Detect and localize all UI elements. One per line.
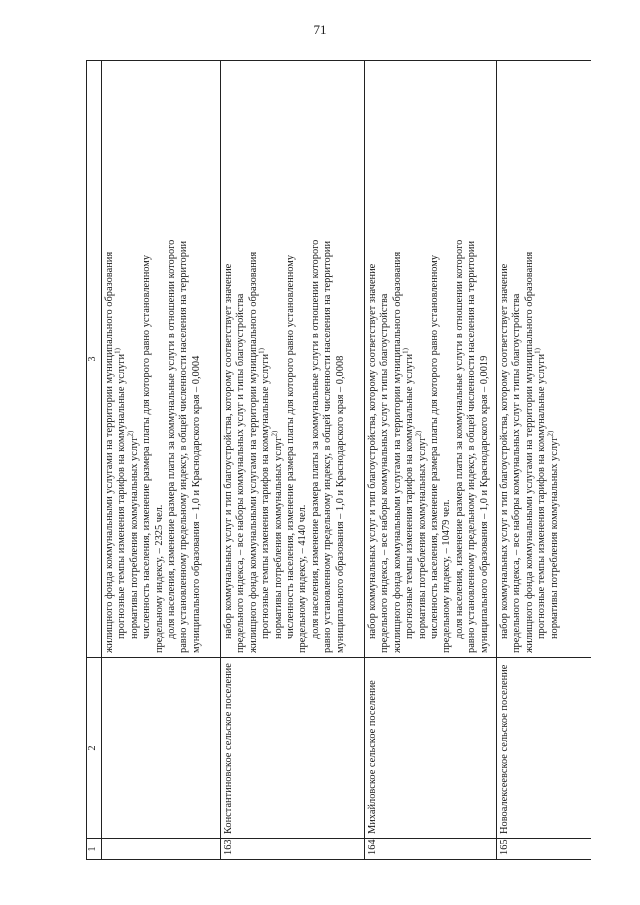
row-content: [102, 61, 221, 658]
content-line-text: нормативы потребления коммунальных услуг: [416, 436, 428, 639]
content-line-text: равно установленному предельному индексу, в общей численности населения на территории: [466, 240, 478, 653]
table-row: [221, 61, 365, 860]
settlement-name: Михайловское сельское поселение: [365, 658, 497, 839]
content-line-text: предельному индексу, – 4140 чел.: [297, 504, 309, 653]
content-line-text: численность населения, изменение размера платы для которого равно установленному: [141, 254, 153, 639]
content-line: [154, 65, 166, 653]
content-line-text: прогнозные темпы изменения тарифов на коммунальные услуги: [404, 353, 416, 639]
header-row: [87, 61, 102, 860]
data-table: [86, 60, 591, 860]
header-col-2: 2: [87, 658, 102, 839]
row-number: 164: [365, 839, 497, 860]
content-line: [126, 65, 141, 653]
content-line-text: жилищного фонда коммунальными услугами на территории муниципального образования: [247, 251, 259, 653]
header-col-1: 1: [87, 839, 102, 860]
content-line: [270, 65, 285, 653]
footnote-marker: 1): [113, 348, 122, 354]
content-line: [379, 65, 391, 653]
content-line: [367, 65, 379, 653]
content-line-text: предельного индекса, – все наборы коммунальных услуг и типы благоустройства: [235, 293, 247, 653]
settlement-name: [102, 658, 221, 839]
content-line: [511, 65, 523, 653]
content-line-text: равно установленному предельному индексу, в общей численности населения на территории: [178, 240, 190, 653]
content-line: [546, 65, 561, 653]
content-line-text: жилищного фонда коммунальными услугами на территории муниципального образования: [391, 251, 403, 653]
footnote-marker: 1): [533, 348, 542, 354]
content-line-text: набор коммунальных услуг и тип благоустройства, которому соответствует значение: [367, 263, 378, 639]
footnote-marker: 2): [546, 430, 555, 437]
content-line: [335, 65, 347, 653]
content-line-text: жилищного фонда коммунальными услугами на территории муниципального образования: [523, 251, 535, 653]
content-line-text: доля населения, изменение размера платы за коммунальные услуги в отношении которого: [309, 239, 321, 639]
content-line-text: предельного индекса, – все наборы коммунальных услуг и типы благоустройства: [511, 293, 523, 653]
content-line-text: нормативы потребления коммунальных услуг: [272, 436, 284, 639]
content-line: [191, 65, 203, 653]
settlement-name: Новоалексеевское сельское поселение: [497, 658, 592, 839]
content-line-text: предельному индексу, – 2325 чел.: [153, 504, 165, 653]
content-line-text: доля населения, изменение размера платы за коммунальные услуги в отношении которого: [166, 239, 178, 639]
content-line: [454, 65, 466, 653]
content-line: [297, 65, 309, 653]
footnote-marker: 1): [401, 348, 410, 354]
content-line-text: прогнозные темпы изменения тарифов на коммунальные услуги: [116, 353, 128, 639]
content-line-text: нормативы потребления коммунальных услуг: [548, 436, 560, 639]
content-line: [178, 65, 190, 653]
table-row: [102, 61, 221, 860]
content-line: [113, 65, 128, 653]
row-content: [221, 61, 365, 658]
table-row: [365, 61, 497, 860]
content-line: [248, 65, 260, 653]
content-line: [533, 65, 548, 653]
page-number: 71: [313, 22, 327, 37]
header-col-3: 3: [87, 61, 102, 658]
content-line: [392, 65, 404, 653]
content-line-text: муниципального образования – 1,0 и Краснодарского края – 0,0008: [334, 355, 346, 653]
content-line-text: набор коммунальных услуг и тип благоустройства, которому соответствует значение: [223, 263, 234, 639]
content-line-text: жилищного фонда коммунальными услугами на территории муниципального образования: [104, 251, 115, 653]
settlement-name: Константиновское сельское поселение: [221, 658, 365, 839]
footnote-marker: 2): [126, 430, 135, 437]
content-line: [401, 65, 416, 653]
content-line-text: предельного индекса, – все наборы коммунальных услуг и типы благоустройства: [379, 293, 391, 653]
content-line-text: прогнозные темпы изменения тарифов на коммунальные услуги: [260, 353, 272, 639]
table-row: [497, 61, 592, 860]
content-line-text: муниципального образования – 1,0 и Краснодарского края – 0,0019: [478, 355, 490, 653]
row-number: 163: [221, 839, 365, 860]
content-line: [479, 65, 491, 653]
content-line: [466, 65, 478, 653]
rotated-table-area: [86, 60, 591, 860]
content-line-text: нормативы потребления коммунальных услуг: [128, 436, 140, 639]
content-line: [524, 65, 536, 653]
content-line-text: численность населения, изменение размера платы для которого равно установленному: [429, 254, 441, 639]
rotated-content: [86, 60, 591, 860]
content-line: [223, 65, 235, 653]
content-line-text: предельному индексу, – 10479 чел.: [441, 499, 453, 653]
content-line: [257, 65, 272, 653]
content-line: [499, 65, 511, 653]
content-line-text: набор коммунальных услуг и тип благоустройства, которому соответствует значение: [499, 263, 510, 639]
content-line-text: доля населения, изменение размера платы за коммунальные услуги в отношении которого: [453, 239, 465, 639]
content-line: [310, 65, 322, 653]
footnote-marker: 2): [270, 430, 279, 437]
content-line-text: муниципального образования – 1,0 и Краснодарского края – 0,0004: [190, 355, 202, 653]
row-number: 165: [497, 839, 592, 860]
content-line: [441, 65, 453, 653]
content-line: [166, 65, 178, 653]
footnote-marker: 1): [257, 348, 266, 354]
content-line-text: численность населения, изменение размера платы для которого равно установленному: [285, 254, 297, 639]
content-line: [141, 65, 153, 653]
content-line-text: прогнозные темпы изменения тарифов на коммунальные услуги: [536, 353, 548, 639]
content-line: [104, 65, 116, 653]
content-line: [235, 65, 247, 653]
content-line: [414, 65, 429, 653]
row-content: [365, 61, 497, 658]
content-line: [285, 65, 297, 653]
content-line: [429, 65, 441, 653]
content-line-text: равно установленному предельному индексу, в общей численности населения на территории: [322, 240, 334, 653]
row-content: [497, 61, 592, 658]
row-number: [102, 839, 221, 860]
footnote-marker: 2): [414, 430, 423, 437]
content-line: [322, 65, 334, 653]
